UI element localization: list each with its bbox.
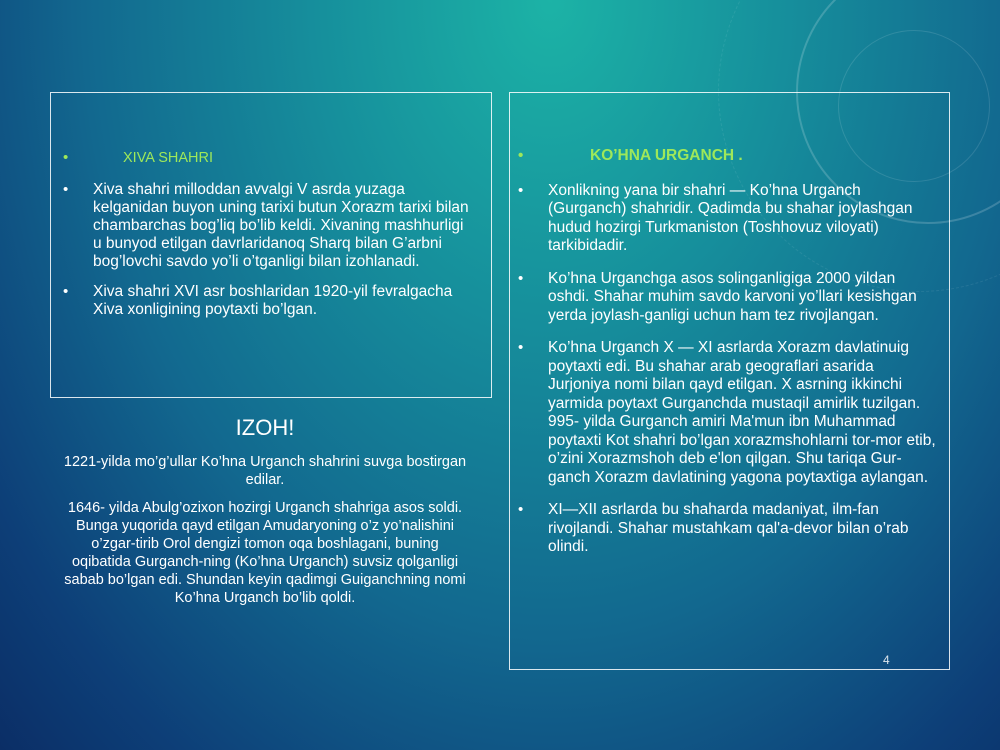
right-bullet-4: • XI—XII asrlarda bu shaharda madaniyat, ilm-fan rivojlandi. Shahar mustahkam qal'a-devor bilan o’rab olindi. [518,501,939,557]
left-text-box [50,92,492,398]
right-text-box [509,92,950,670]
left-bullet-2: • Xiva shahri XVI asr boshlaridan 1920-yil fevralgacha Xiva xonligining poytaxti bo’lgan. [63,283,471,319]
right-bullet-3: • Ko’hna Urganch X — XI asrlarda Xorazm davlatinuig poytaxti edi. Bu shahar arab geograflari asarida Jurjoniya nomi bilan qayd etilgan. X asrning ikkinchi yarmida poytaxt Gurganchda mustaqil amirlik tuzilgan. 995- yilda Gurganch amiri Ma'mun ibn Muhammad poytaxti Kot shahri bo’lgan xorazmshohlarni tor-mor etib, o’zini Xorazmshoh deb e'lon qilgan. Shu tariqa Gur-ganch Xorazm davlatining yagona poytaxtiga aylangan. [518,339,939,487]
note-section [60,415,470,617]
left-bullet-list [63,149,471,319]
note-title: IZOH! [235,415,295,440]
page-number: 4 [883,653,890,667]
note-paragraph-1: 1221-yilda mo’g’ullar Ko’hna Urganch shahrini suvga bostirgan edilar. [63,454,467,488]
right-bullet-2: • Ko’hna Urganchga asos solinganligiga 2000 yildan oshdi. Shahar muhim savdo karvoni yo’llari kesishgan yerda joylash-ganligi uchun ham tez rivojlangan. [518,270,939,326]
left-bullet-1: • Xiva shahri milloddan avvalgi V asrda yuzaga kelganidan buyon uning tarixi butun Xorazm tarixi bilan chambarchas bog’liq bo’lib keldi. Xivaning mashhurligi u bunyod etilgan davrlaridanoq Sharq bilan G’arbni bog’lovchi savdo yo’li o’tganligi bilan izohlanadi. [63,181,471,271]
right-bullet-1: • Xonlikning yana bir shahri — Ko’hna Urganch (Gurganch) shahridir. Qadimda bu shahar joylashgan hudud hozirgi Turkmaniston (Toshhovuz viloyati) tarkibidadir. [518,182,939,256]
note-paragraph-2: 1646- yilda Abulg’ozixon hozirgi Urganch shahriga asos soldi. Bunga yuqorida qayd etilgan Amudaryoning o’z yo’nalishini o’zgar-tirib Orol dengizi tomon oqa boshlagani, buning oqibatida Gurganch-ning (Ko’hna Urganch) suvsiz qolganligi sabab bo’lgan edi. Shundan keyin qadimgi Guiganchning nomi Ko’hna Urganch bo’lib qoldi. [64,500,466,606]
left-heading: • XIVA SHAHRI [63,149,471,167]
right-heading: • KO’HNA URGANCH . [518,147,939,166]
right-bullet-list [518,147,939,557]
